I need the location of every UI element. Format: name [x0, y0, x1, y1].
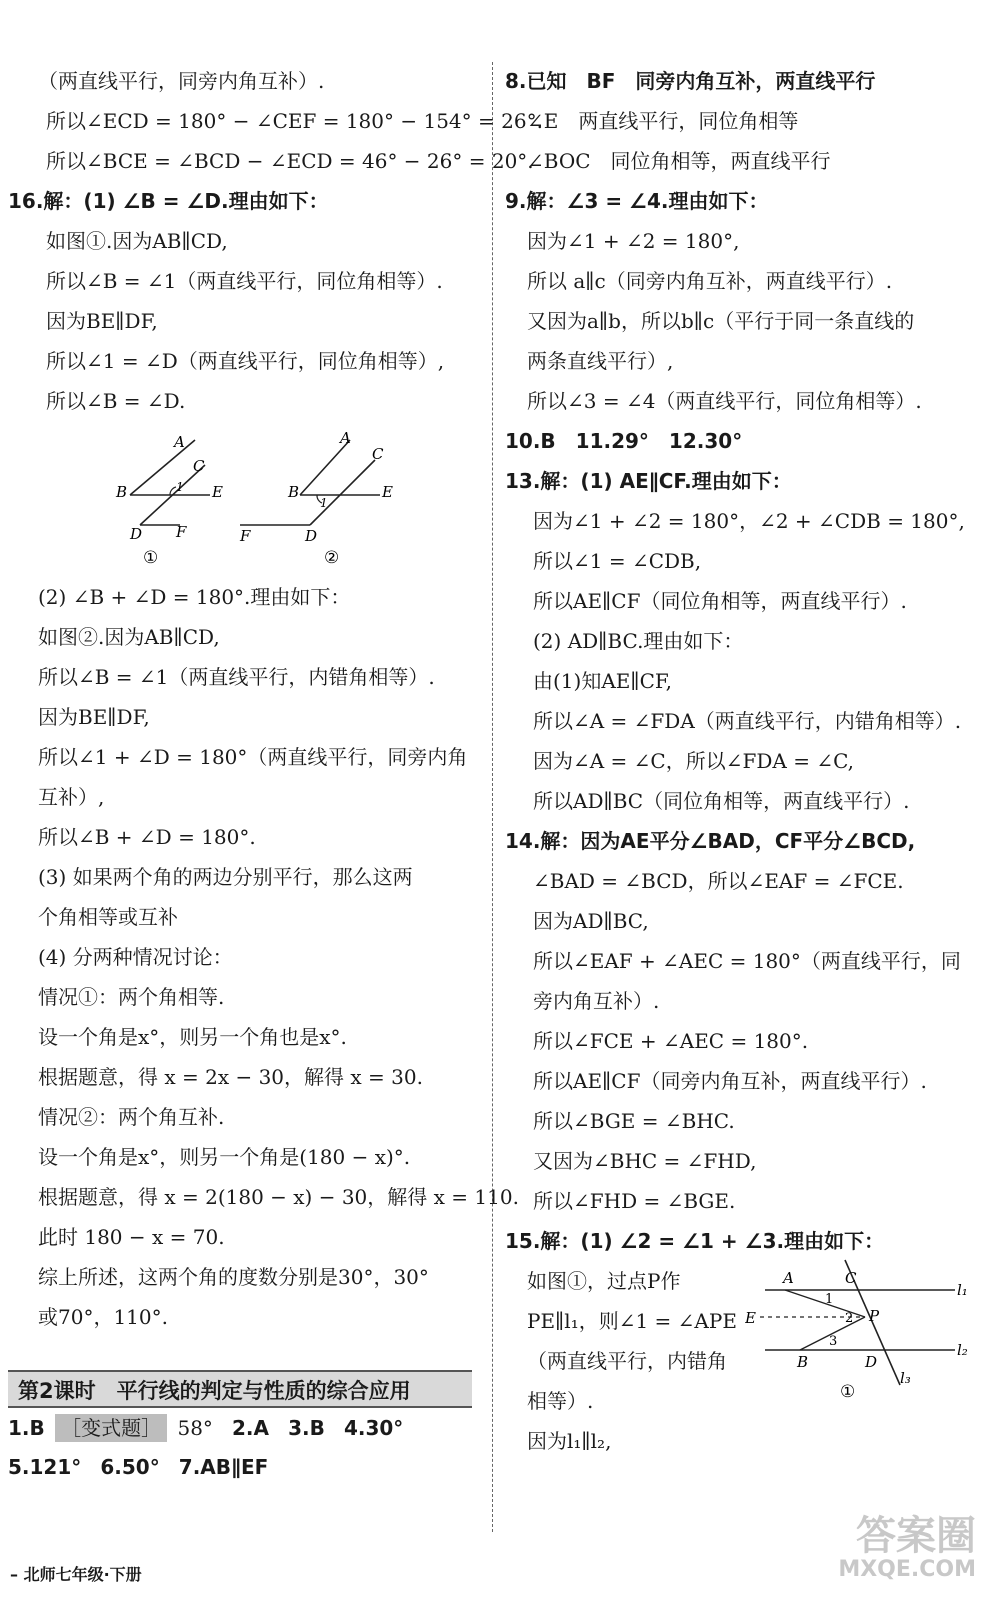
page-footer: – 北师七年级·下册 [10, 1565, 142, 1584]
answer-3: 3.B [288, 1416, 325, 1440]
answer-1b: 58° [177, 1416, 213, 1440]
text-line: 因为AD∥BC, [533, 909, 649, 933]
text-line: 所以∠1 + ∠D = 180°（两直线平行，同旁内角 [38, 745, 468, 769]
fig3-label-d: D [865, 1353, 878, 1371]
fig3-label-l2: l₂ [957, 1341, 968, 1359]
answer-4: 4.30° [343, 1416, 404, 1440]
fig3-label-l3: l₃ [900, 1369, 911, 1387]
text-line: 个角相等或互补 [38, 905, 178, 929]
text-line: (4) 分两种情况讨论： [38, 945, 233, 969]
text-line: 因为∠1 + ∠2 = 180°, [527, 229, 740, 253]
watermark-url: MXQE.COM [838, 1557, 976, 1582]
variant-badge: ［变式题］ [55, 1414, 167, 1442]
section-heading: 第2课时 平行线的判定与性质的综合应用 [8, 1370, 472, 1408]
watermark-logo: 答案圈 [856, 1513, 976, 1559]
figure-1 [130, 440, 210, 525]
fig3-label-c: C [845, 1269, 857, 1287]
text-line: 综上所述，这两个角的度数分别是30°，30° [38, 1265, 429, 1289]
text-line: 所以∠A = ∠FDA（两直线平行，内错角相等）. [533, 709, 962, 733]
answers-row-2 [8, 1454, 268, 1480]
figure-15 [745, 1255, 985, 1415]
text-line: 如图①.因为AB∥CD, [46, 229, 228, 253]
fig2-label-1: 1 [320, 496, 328, 510]
text-line: （两直线平行，内错角 [527, 1349, 727, 1373]
text-line: 所以∠B = ∠D. [46, 389, 186, 413]
problem-13-heading: 13.解：(1) AE∥CF.理由如下： [505, 469, 792, 493]
text-line: 相等）. [527, 1389, 594, 1413]
fig1-label-f: F [176, 523, 187, 541]
text-line: 两条直线平行）, [527, 349, 674, 373]
problem-15-heading: 15.解：(1) ∠2 = ∠1 + ∠3.理由如下： [505, 1229, 885, 1253]
answer-5: 5.121° [8, 1455, 82, 1479]
fig1-label-d: D [130, 525, 143, 543]
text-line: 此时 180 − x = 70. [38, 1225, 225, 1249]
fig3-label-1: 1 [825, 1292, 834, 1307]
answers-row-1 [8, 1414, 403, 1442]
fig2-label-b: B [288, 483, 300, 501]
text-line: ∠BAD = ∠BCD，所以∠EAF = ∠FCE. [533, 869, 904, 893]
fig3-label-l1: l₁ [957, 1281, 968, 1299]
answer-2: 2.A [232, 1416, 270, 1440]
text-line: 互补）, [38, 785, 105, 809]
text-line: ∠BOC 同位角相等，两直线平行 [527, 149, 831, 173]
problem-9-heading: 9.解：∠3 = ∠4.理由如下： [505, 189, 769, 213]
text-line: 或70°，110°. [38, 1305, 168, 1329]
text-line: 因为l₁∥l₂, [527, 1429, 612, 1453]
fig1-label-b: B [116, 483, 128, 501]
text-line: 根据题意，得 x = 2x − 30，解得 x = 30. [38, 1065, 423, 1089]
text-line: 所以∠EAF + ∠AEC = 180°（两直线平行，同 [533, 949, 961, 973]
text-line: ∠E 两直线平行，同位角相等 [527, 109, 799, 133]
text-line: 情况②：两个角互补. [38, 1105, 225, 1129]
fig1-label-a: A [174, 433, 185, 451]
figure-2 [240, 440, 380, 525]
text-line: 所以∠3 = ∠4（两直线平行，同位角相等）. [527, 389, 922, 413]
fig2-caption: ② [324, 548, 340, 568]
fig2-label-d: D [305, 527, 318, 545]
text-line: (2) ∠B + ∠D = 180°.理由如下： [38, 585, 351, 609]
fig1-label-e: E [212, 483, 223, 501]
answer-6: 6.50° [100, 1455, 160, 1479]
text-line: 如图②.因为AB∥CD, [38, 625, 220, 649]
problem-16-heading: 16.解：(1) ∠B = ∠D.理由如下： [8, 189, 329, 213]
text-line: 所以∠B = ∠1（两直线平行，同位角相等）. [46, 269, 443, 293]
text-line: 所以∠BGE = ∠BHC. [533, 1109, 735, 1133]
problem-14-heading: 14.解：因为AE平分∠BAD，CF平分∠BCD, [505, 829, 916, 853]
fig2-label-e: E [382, 483, 393, 501]
text-line: (3) 如果两个角的两边分别平行，那么这两 [38, 865, 413, 889]
text-line: 又因为∠BHC = ∠FHD, [533, 1149, 757, 1173]
text-line: 因为∠1 + ∠2 = 180°，∠2 + ∠CDB = 180°, [533, 509, 965, 533]
fig2-label-a: A [340, 429, 351, 447]
answers-10-12: 10.B 11.29° 12.30° [505, 429, 743, 453]
text-line: 由(1)知AE∥CF, [533, 669, 673, 693]
text-line: 根据题意，得 x = 2(180 − x) − 30，解得 x = 110. [38, 1185, 519, 1209]
text-line: 所以∠1 = ∠CDB, [533, 549, 702, 573]
fig3-label-3: 3 [829, 1334, 838, 1349]
text-line: 所以∠FCE + ∠AEC = 180°. [533, 1029, 809, 1053]
text-line: 所以∠ECD = 180° − ∠CEF = 180° − 154° = 26°. [46, 109, 543, 133]
text-line: PE∥l₁，则∠1 = ∠APE [527, 1309, 737, 1333]
text-line: 所以AE∥CF（同旁内角互补，两直线平行）. [533, 1069, 927, 1093]
fig3-label-e: E [745, 1309, 756, 1327]
text-line: 如图①，过点P作 [527, 1269, 681, 1293]
text-line: 因为BE∥DF, [46, 309, 158, 333]
text-line: 所以AD∥BC（同位角相等，两直线平行）. [533, 789, 910, 813]
text-line: 设一个角是x°，则另一个角也是x°. [38, 1025, 347, 1049]
figures-16 [100, 425, 430, 575]
text-line: 设一个角是x°，则另一个角是(180 − x)°. [38, 1145, 411, 1169]
answer-1: 1.B [8, 1416, 45, 1440]
text-line: 所以∠FHD = ∠BGE. [533, 1189, 736, 1213]
column-divider [492, 62, 493, 1532]
fig2-label-f: F [240, 527, 251, 545]
fig3-label-b: B [797, 1353, 809, 1371]
fig1-label-1: 1 [176, 480, 184, 494]
text-line: 所以∠BCE = ∠BCD − ∠ECD = 46° − 26° = 20°. [46, 149, 534, 173]
text-line: 所以AE∥CF（同位角相等，两直线平行）. [533, 589, 907, 613]
fig1-label-c: C [193, 457, 205, 475]
text-line: 因为BE∥DF, [38, 705, 150, 729]
answer-7: 7.AB∥EF [178, 1455, 269, 1479]
text-line: 所以∠1 = ∠D（两直线平行，同位角相等）, [46, 349, 445, 373]
fig3-label-2: 2 [845, 1311, 854, 1326]
text-line: 又因为a∥b，所以b∥c（平行于同一条直线的 [527, 309, 915, 333]
problem-8: 8.已知 BF 同旁内角互补，两直线平行 [505, 69, 876, 93]
fig3-label-a: A [783, 1269, 794, 1287]
fig1-caption: ① [143, 548, 159, 568]
text-line: 情况①：两个角相等. [38, 985, 225, 1009]
fig2-label-c: C [372, 445, 384, 463]
text-line: 旁内角互补）. [533, 989, 660, 1013]
text-line: (2) AD∥BC.理由如下： [533, 629, 744, 653]
text-line: 所以∠B + ∠D = 180°. [38, 825, 256, 849]
fig3-label-p: P [869, 1307, 880, 1325]
text-line: 所以∠B = ∠1（两直线平行，内错角相等）. [38, 665, 435, 689]
text-line: 因为∠A = ∠C，所以∠FDA = ∠C, [533, 749, 855, 773]
text-line: 所以 a∥c（同旁内角互补，两直线平行）. [527, 269, 893, 293]
text-line: （两直线平行，同旁内角互补）. [38, 69, 325, 93]
watermark [838, 1514, 976, 1582]
fig3-caption: ① [840, 1382, 856, 1402]
